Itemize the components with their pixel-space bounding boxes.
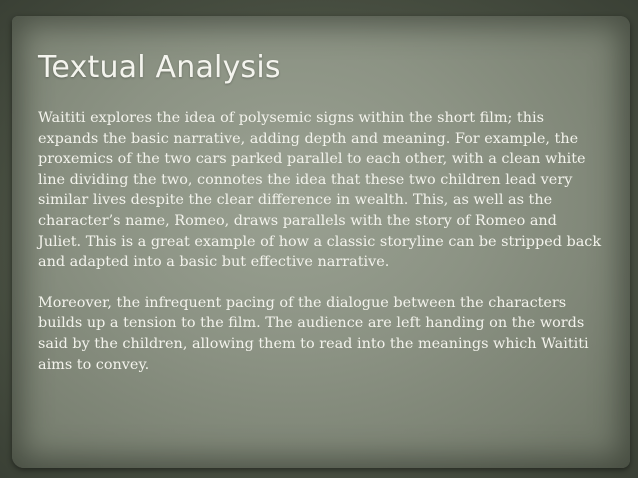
- slide-body: [38, 108, 604, 375]
- slide-title: Textual Analysis: [38, 50, 281, 85]
- body-paragraph-2: Moreover, the infrequent pacing of the dialogue between the characters builds up a tension to the film. The audience are left handing on the words said by the children, allowing them to read into the meanings which Waititi aims to convey.: [38, 294, 589, 373]
- body-paragraph-1: Waititi explores the idea of polysemic signs within the short film; this expands the basic narrative, adding depth and meaning. For example, the proxemics of the two cars parked parallel to each other, with a clean white line dividing the two, connotes the idea that these two children lead very similar lives despite the clear difference in wealth. This, as well as the character’s name, Romeo, draws parallels with the story of Romeo and Juliet. This is a great example of how a classic storyline can be stripped back and adapted into a basic but effective narrative.: [38, 110, 602, 271]
